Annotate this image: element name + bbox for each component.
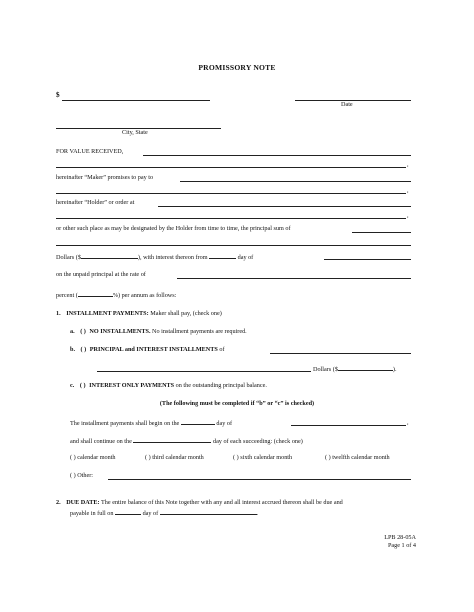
begin-day-of: day of — [216, 420, 233, 427]
form-id: LPB 28-05A — [384, 534, 416, 541]
option-c-heading: INTEREST ONLY PAYMENTS — [89, 382, 175, 389]
maker-label: hereinafter “Maker” promises to pay to — [56, 174, 154, 181]
option-c-checkbox[interactable]: ( ) — [79, 382, 86, 389]
payment-address-field[interactable] — [158, 206, 411, 207]
section-2-end: . — [256, 510, 259, 517]
dollars-amount-field[interactable] — [81, 252, 138, 259]
option-a-heading: NO INSTALLMENTS. — [89, 328, 151, 335]
section-2-payable: payable in full on — [70, 510, 114, 517]
due-month-field[interactable] — [160, 508, 257, 515]
payment-address-field-2[interactable] — [56, 218, 406, 219]
percent-prefix: percent ( — [56, 292, 78, 299]
payee-field-2[interactable] — [56, 193, 406, 194]
dollar-sign: $ — [56, 91, 60, 99]
option-b-dollars-field[interactable] — [338, 364, 393, 371]
section-2-text: The entire balance of this Note together with any and all interest accrued thereon shall be due and — [99, 499, 343, 506]
section-1 — [56, 310, 222, 317]
option-b-dollars: Dollars ($ — [313, 366, 338, 373]
section-1-text: Maker shall pay, (check one) — [148, 310, 222, 317]
option-b-heading: PRINCIPAL and INTEREST INSTALLMENTS — [89, 346, 218, 353]
principal-sum-field-2[interactable] — [56, 245, 411, 246]
with-interest-text: ), with interest thereon from — [137, 254, 208, 261]
day-of-text: day of — [237, 254, 254, 261]
comma: , — [407, 187, 409, 194]
comma: , — [407, 419, 409, 426]
section-2-heading: DUE DATE: — [66, 499, 100, 506]
option-b-checkbox[interactable]: ( ) — [80, 346, 87, 353]
comma: , — [407, 212, 409, 219]
for-value-received-field[interactable] — [143, 155, 411, 156]
begin-day-field[interactable] — [181, 418, 215, 425]
comma: , — [407, 161, 409, 168]
frequency-option-other[interactable]: ( ) Other: — [70, 472, 94, 479]
amount-field[interactable] — [62, 100, 210, 101]
date-field[interactable] — [295, 100, 411, 101]
option-b-text: of — [217, 346, 225, 353]
option-c-text: on the outstanding principal balance. — [174, 382, 267, 389]
city-state-label: City, State — [122, 129, 148, 136]
frequency-option-twelfth-calendar-month[interactable]: ( ) twelfth calendar month — [325, 454, 390, 461]
page-title: PROMISSORY NOTE — [198, 63, 276, 72]
begin-label: The installment payments shall begin on the — [70, 420, 180, 427]
section-2 — [56, 499, 343, 506]
dollars-line — [56, 252, 253, 261]
percent-field[interactable] — [78, 290, 113, 297]
each-succeeding-text: day of each succeeding: (check one) — [212, 438, 303, 445]
percent-line — [56, 290, 176, 299]
unpaid-principal-text: on the unpaid principal at the rate of — [56, 271, 146, 278]
rate-field[interactable] — [177, 278, 411, 279]
option-b-words-field[interactable] — [97, 371, 311, 372]
begin-month-field[interactable] — [291, 425, 406, 426]
interest-from-month-field[interactable] — [324, 259, 411, 260]
continue-label: and shall continue on the — [70, 438, 132, 445]
option-b-dollars-line — [313, 364, 397, 373]
section-2-day-of: day of — [142, 510, 159, 517]
holder-label: hereinafter “Holder” or order at — [56, 199, 135, 206]
dollars-prefix: Dollars ($ — [56, 254, 81, 261]
frequency-option-third-calendar-month[interactable]: ( ) third calendar month — [145, 454, 204, 461]
payee-field[interactable] — [180, 181, 411, 182]
option-c — [70, 382, 267, 389]
option-a — [70, 328, 247, 335]
percent-suffix: %) per annum as follows: — [112, 292, 177, 299]
other-place-text: or other such place as may be designated by the Holder from time to time, the principal sum of — [56, 225, 291, 232]
option-b — [70, 346, 225, 353]
continue-line — [70, 436, 303, 445]
for-value-received-field-2[interactable] — [56, 167, 406, 168]
page-number: Page 1 of 4 — [387, 542, 416, 549]
begin-line — [70, 418, 232, 427]
for-value-received-label: FOR VALUE RECEIVED, — [56, 148, 124, 155]
option-b-amount-field[interactable] — [270, 353, 411, 354]
section-2-line-2 — [70, 508, 258, 517]
option-a-letter: a. — [70, 328, 75, 335]
date-label: Date — [341, 101, 353, 108]
section-2-number: 2. — [56, 499, 61, 506]
section-1-number: 1. — [56, 310, 61, 317]
principal-sum-field[interactable] — [352, 232, 411, 233]
option-b-letter: b. — [70, 346, 75, 353]
frequency-option-calendar-month[interactable]: ( ) calendar month — [70, 454, 116, 461]
section-1-heading: INSTALLMENT PAYMENTS: — [66, 310, 149, 317]
due-day-field[interactable] — [115, 508, 141, 515]
option-c-letter: c. — [70, 382, 75, 389]
frequency-other-field[interactable] — [108, 479, 411, 480]
option-b-end: ). — [392, 366, 397, 373]
interest-from-field[interactable] — [209, 252, 236, 259]
must-complete-note: (The following must be completed if “b” or “c” is checked) — [159, 400, 315, 407]
continue-day-field[interactable] — [133, 436, 211, 443]
option-a-checkbox[interactable]: ( ) — [80, 328, 86, 335]
frequency-option-sixth-calendar-month[interactable]: ( ) sixth calendar month — [233, 454, 293, 461]
option-a-text: No installment payments are required. — [150, 328, 247, 335]
